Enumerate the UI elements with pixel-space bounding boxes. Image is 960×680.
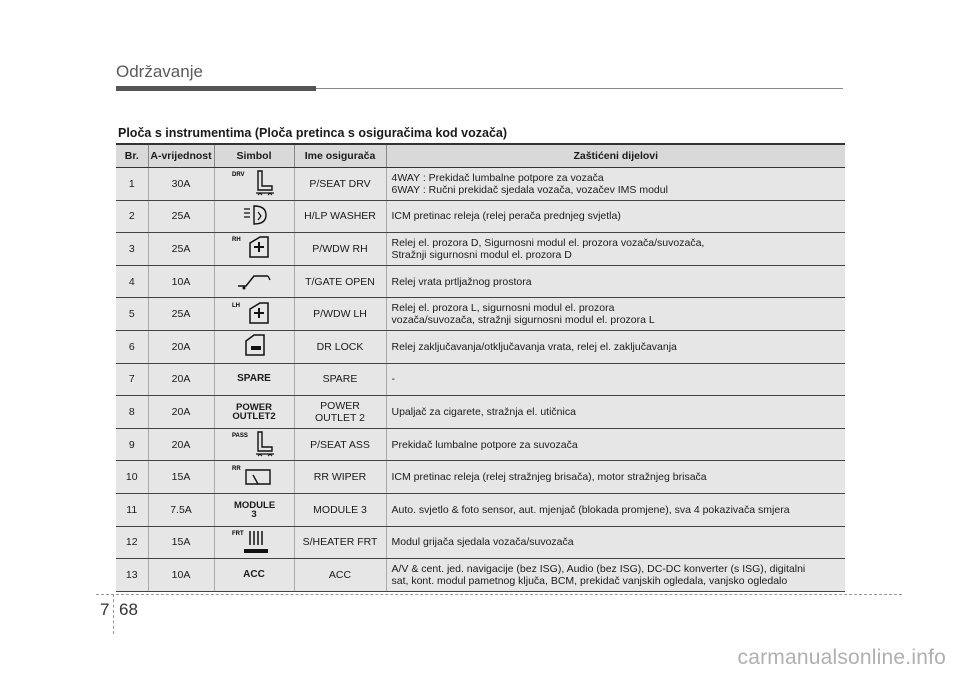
seat-heater-icon (228, 527, 280, 555)
cell-symbol (214, 461, 294, 494)
cell-parts: - (386, 363, 845, 396)
parts-line-1: A/V & cent. jed. navigacije (bez ISG), Audio (bez ISG), DC-DC konverter (s ISG), digitalni (391, 562, 806, 575)
cell-symbol (214, 363, 294, 396)
header-rule-light (316, 88, 843, 89)
cell-amp: 10A (148, 265, 214, 298)
cell-name: P/WDW LH (294, 298, 386, 331)
page-chapter: 7 (100, 600, 110, 619)
table-row (116, 396, 845, 429)
table-row (116, 363, 845, 396)
cell-name: SPARE (294, 363, 386, 396)
cell-parts: Relej vrata prtljažnog prostora (386, 265, 845, 298)
page-number: 68 (119, 600, 138, 619)
footer-rule (96, 594, 902, 595)
cell-amp: 15A (148, 526, 214, 559)
name-line-1: POWER (320, 399, 360, 412)
fuse-table (116, 143, 845, 592)
parts-line-2: sat, kont. modul pametnog ključa, BCM, prekidač vanjskih ogledala, vanjsko ogledalo (391, 574, 788, 587)
cell-symbol (214, 233, 294, 266)
cell-parts: Prekidač lumbalne potpore za suvozača (386, 428, 845, 461)
cell-name: H/LP WASHER (294, 200, 386, 233)
symbol-label: PASS (232, 433, 248, 440)
symbol-label: SPARE (237, 373, 271, 385)
cell-no: 11 (116, 493, 148, 526)
parts-line-2: vozača/suvozača, stražnji sigurnosni modul el. prozora L (391, 314, 655, 327)
cell-name: MODULE 3 (294, 493, 386, 526)
cell-name: DR LOCK (294, 330, 386, 363)
name-line-2: OUTLET 2 (315, 411, 365, 424)
footer-divider (113, 594, 114, 634)
cell-no: 6 (116, 330, 148, 363)
table-row (116, 461, 845, 494)
cell-amp: 15A (148, 461, 214, 494)
cell-name: RR WIPER (294, 461, 386, 494)
cell-parts: Relej zaključavanja/otključavanja vrata, relej el. zaključavanja (386, 330, 845, 363)
cell-no: 3 (116, 233, 148, 266)
cell-name: ACC (294, 559, 386, 592)
table-row (116, 428, 845, 461)
cell-no: 5 (116, 298, 148, 331)
cell-no: 8 (116, 396, 148, 429)
symbol-label: RH (232, 237, 241, 244)
cell-symbol (214, 298, 294, 331)
cell-no: 1 (116, 168, 148, 201)
table-row (116, 559, 845, 592)
cell-amp: 10A (148, 559, 214, 592)
cell-parts: ICM pretinac releja (relej perača prednjeg svjetla) (386, 200, 845, 233)
cell-symbol (214, 396, 294, 429)
tailgate-icon (228, 266, 280, 294)
cell-name: P/SEAT DRV (294, 168, 386, 201)
header-rule-dark (116, 86, 316, 91)
cell-parts (386, 559, 845, 592)
cell-symbol (214, 493, 294, 526)
page-header-title: Održavanje (116, 62, 203, 81)
symbol-label: MODULE 3 (234, 499, 276, 520)
cell-parts (386, 298, 845, 331)
symbol-label: RR (232, 465, 241, 472)
cell-no: 9 (116, 428, 148, 461)
power-window-rh-icon (228, 233, 280, 261)
cell-amp: 7.5A (148, 493, 214, 526)
power-window-lh-icon (228, 299, 280, 327)
cell-name (294, 396, 386, 429)
rear-wiper-icon (228, 462, 280, 490)
headlamp-washer-icon (228, 201, 280, 229)
cell-no: 12 (116, 526, 148, 559)
table-row (116, 200, 845, 233)
cell-amp: 30A (148, 168, 214, 201)
cell-parts: Modul grijača sjedala vozača/suvozača (386, 526, 845, 559)
cell-no: 7 (116, 363, 148, 396)
cell-amp: 20A (148, 396, 214, 429)
table-row (116, 526, 845, 559)
cell-amp: 20A (148, 428, 214, 461)
symbol-label: ACC (243, 568, 265, 580)
cell-no: 10 (116, 461, 148, 494)
col-header-parts: Zaštićeni dijelovi (386, 144, 845, 168)
table-row (116, 265, 845, 298)
cell-name: P/WDW RH (294, 233, 386, 266)
cell-parts: Auto. svjetlo & foto sensor, aut. mjenjač (blokada promjene), sva 4 pokazivača smjera (386, 493, 845, 526)
cell-amp: 25A (148, 200, 214, 233)
cell-parts (386, 233, 845, 266)
parts-line-1: Relej el. prozora L, sigurnosni modul el. prozora (391, 302, 615, 315)
cell-symbol (214, 428, 294, 461)
cell-name: P/SEAT ASS (294, 428, 386, 461)
symbol-label: DRV (232, 172, 245, 179)
seat-pass-icon (228, 429, 280, 457)
cell-symbol (214, 200, 294, 233)
symbol-label: LH (232, 302, 240, 309)
cell-no: 13 (116, 559, 148, 592)
cell-symbol (214, 559, 294, 592)
seat-drv-icon (228, 168, 280, 196)
symbol-label: POWER OUTLET2 (232, 401, 276, 422)
cell-symbol (214, 168, 294, 201)
table-row (116, 330, 845, 363)
table-header-row (116, 144, 845, 168)
parts-line-1: 4WAY : Prekidač lumbalne potpore za vozača (391, 171, 604, 184)
watermark: carmanualsonline.info (737, 646, 946, 669)
cell-parts (386, 168, 845, 201)
cell-symbol (214, 526, 294, 559)
cell-name: T/GATE OPEN (294, 265, 386, 298)
cell-amp: 20A (148, 363, 214, 396)
cell-amp: 20A (148, 330, 214, 363)
table-row (116, 493, 845, 526)
table-row (116, 168, 845, 201)
cell-name: S/HEATER FRT (294, 526, 386, 559)
parts-line-1: Relej el. prozora D, Sigurnosni modul el. prozora vozača/suvozača, (391, 236, 705, 249)
symbol-label: FRT (232, 530, 244, 537)
table-row (116, 298, 845, 331)
table-row (116, 233, 845, 266)
cell-amp: 25A (148, 298, 214, 331)
parts-line-2: Stražnji sigurnosni modul el. prozora D (391, 248, 572, 261)
cell-no: 2 (116, 200, 148, 233)
cell-symbol (214, 330, 294, 363)
cell-no: 4 (116, 265, 148, 298)
door-lock-icon (228, 331, 280, 359)
cell-symbol (214, 265, 294, 298)
cell-amp: 25A (148, 233, 214, 266)
col-header-symbol: Simbol (214, 144, 294, 168)
section-heading: Ploča s instrumentima (Ploča pretinca s osiguračima kod vozača) (118, 126, 508, 140)
cell-parts: Upaljač za cigarete, stražnja el. utičnica (386, 396, 845, 429)
col-header-no: Br. (116, 144, 148, 168)
col-header-name: Ime osigurača (294, 144, 386, 168)
col-header-amp: A-vrijednost (148, 144, 214, 168)
cell-parts: ICM pretinac releja (relej stražnjeg brisača), motor stražnjeg brisača (386, 461, 845, 494)
parts-line-2: 6WAY : Ručni prekidač sjedala vozača, vozačev IMS modul (391, 183, 668, 196)
